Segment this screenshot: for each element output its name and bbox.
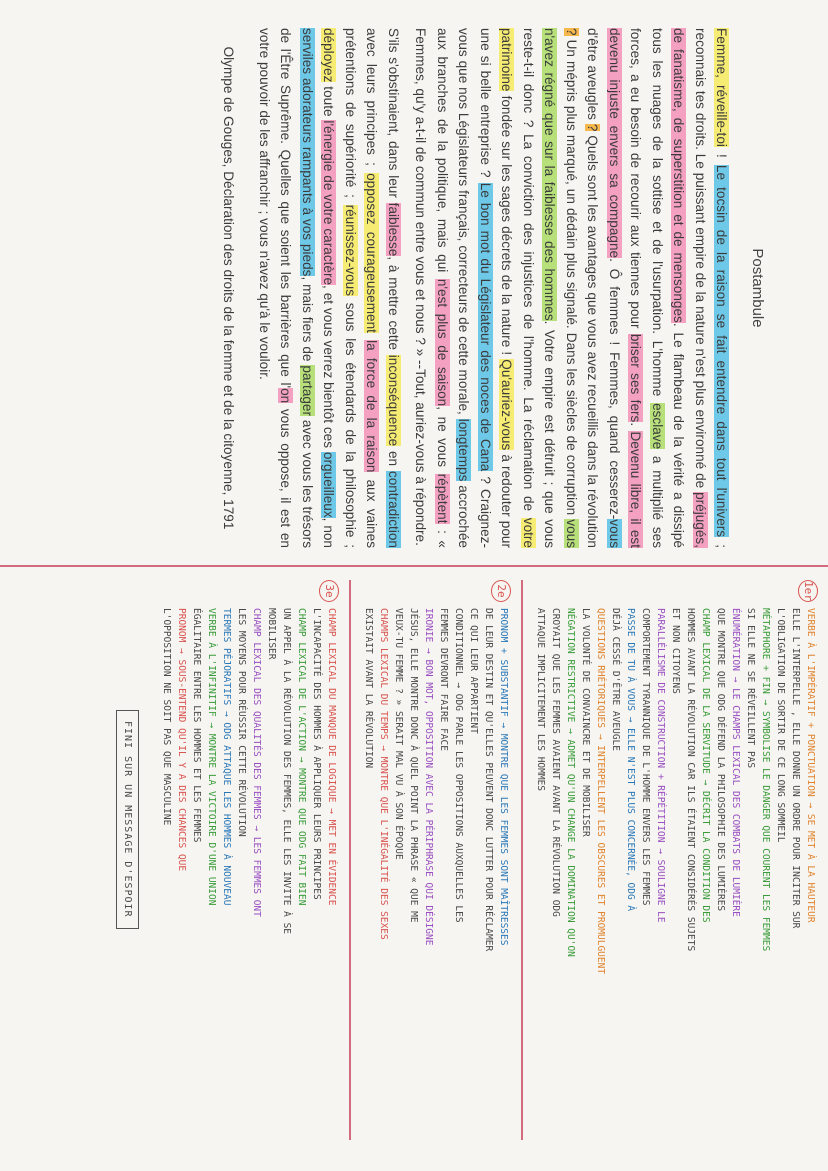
- margin-divider: [0, 565, 828, 567]
- highlighted-phrase: déployez: [321, 28, 337, 83]
- annotation-line: HOMMES AVANT LA RÉVOLUTION CAR ILS ÉTAIENT CONSIDÉRÉS SUJETS: [685, 608, 696, 952]
- annotation-line: PRONOM + SUBSTANTIF → MONTRE QUE LES FEMMES SONT MAÎTRESSES: [498, 608, 509, 946]
- text-paragraph: [410, 28, 733, 548]
- section-separator: [349, 580, 351, 1140]
- annotation-line: MÉTAPHORE + FIN → SYMBOLISE LE DANGER QUE COURENT LES FEMMES: [760, 608, 771, 952]
- text-run: d'être aveugles: [585, 28, 601, 124]
- annotation-line: VEUX-TU FEMME ? » SERAIT MAL VU À SON ÉPOQUE: [393, 608, 404, 860]
- text-run: . Le flambeau de la vérité a dissipé tous les nuages de la sottise et de l'usurpation. L'homme: [650, 28, 687, 548]
- annotation-line: NÉGATION RESTRICTIVE → ADMET QU'UN CHANGE LA DOMINATION QU'ON: [565, 608, 576, 957]
- text-paragraph: [254, 28, 405, 548]
- highlighted-phrase: répètent: [435, 473, 450, 524]
- annotation-line: CONDITIONNEL → ODG PARLE LES OPPOSITIONS AUXQUELLES LES: [453, 608, 464, 923]
- annotation-line: L'OPPOSITION NE SOIT PAS QUE MASCULINE: [161, 608, 172, 826]
- annotation-line: CHAMPS LEXICAL DU TEMPS → MONTRE QUE L'INÉGALITÉ DES SEXES: [378, 608, 389, 940]
- highlighted-phrase: votre patrimoine: [499, 28, 536, 548]
- highlighted-phrase: Devenu libre, il est devenu injuste envers sa compagne: [607, 28, 644, 549]
- text-run: ; reconnais tes droits. Le puissant empire de la nature n'est plus environné de: [693, 28, 730, 548]
- annotation-line: ATTAQUE IMPLICITEMENT LES HOMMES: [535, 608, 546, 792]
- text-run: , et vous verrez bientôt ces: [321, 285, 337, 452]
- text-run: : « Femmes, qu'y a-t-il de commun entre vous et nous ? » --Tout, auriez-vous à répondre.: [413, 28, 450, 548]
- annotation-line: CHAMP LEXICAL DES QUALITÉS DES FEMMES → LES FEMMES ONT: [251, 608, 262, 917]
- annotation-line: FEMMES DEVRONT FAIRE FACE: [438, 608, 449, 751]
- highlighted-phrase: vous: [607, 519, 622, 549]
- highlighted-phrase: opposez courageusement: [364, 173, 380, 333]
- highlighted-phrase: faiblesse: [386, 202, 401, 257]
- highlighted-phrase: vous n'avez régné que sur la faiblesse des hommes: [542, 28, 579, 548]
- text-run: .: [628, 422, 644, 432]
- annotation-line: VERBE À L'INFINITIF → MONTRE LA VICTOIRE D'UNE UNION: [206, 608, 217, 906]
- annotation-section: [533, 580, 818, 1155]
- text-run: , mais fiers de: [300, 276, 315, 366]
- highlighted-phrase: n'est plus de saison: [435, 278, 450, 407]
- text-run: avec vous les trésors de l'Être Suprême. Quelles que soient les barrières que l': [278, 28, 315, 549]
- text-run: , non: [321, 517, 337, 548]
- annotation-line: CROYAIT QUE LES FEMMES AVAIENT AVANT LA RÉVOLUTION ODG: [550, 608, 561, 917]
- text-run: fondée sur les sages décrets de la nature !: [499, 91, 515, 360]
- highlighted-phrase: la force de la raison: [364, 340, 380, 473]
- annotation-line: VERBE À L'IMPÉRATIF + PONCTUATION → SE MET À LA HAUTEUR: [805, 608, 816, 923]
- annotation-line: EXISTAIT AVANT LA RÉVOLUTION: [363, 608, 374, 769]
- annotation-line: IRONIE → BON MOT, OPPOSITION AVEC LA PÉRIPHRASE QUI DÉSIGNE: [423, 608, 434, 946]
- text-run: en: [386, 446, 401, 471]
- highlighted-phrase: orgueilleux: [321, 451, 337, 518]
- highlighted-phrase: Qu'auriez-vous: [499, 359, 515, 451]
- annotation-line: MOBILISER: [266, 608, 277, 660]
- annotation-line: SI ELLE NE SE RÉVEILLENT PAS: [745, 608, 756, 769]
- highlighted-phrase: Le tocsin de la raison se fait entendre dans tout l'univers: [714, 164, 730, 538]
- text-run: . Votre empire est détruit ; que vous reste-t-il donc ? La conviction des injustices de l'homme. La réclamation de: [521, 28, 558, 548]
- text-paragraph: [218, 28, 240, 548]
- highlighted-phrase: ?: [585, 123, 601, 132]
- text-run: Quels sont les avantages que vous avez recueillis dans la révolution: [585, 131, 601, 548]
- annotation-line: ÉNUMÉRATION → LE CHAMPS LEXICAL DES COMBATS DE LUMIÈRE: [730, 608, 741, 917]
- annotation-line: UN APPEL À LA RÉVOLUTION DES FEMMES, ELLE LES INVITE À SE: [281, 608, 292, 935]
- section-number: 1er: [798, 580, 818, 602]
- annotation-line: PARALLÉLISME DE CONSTRUCTION + RÉPÉTITION → SOULIGNE LE: [655, 608, 666, 923]
- annotation-section: [159, 580, 339, 1155]
- annotation-line: PASSE DE TU À VOUS → ELLE N'EST PLUS CONCERNÉE, ODG À: [625, 608, 636, 912]
- annotation-line: ELLE L'INTERPELLE , ELLE DONNE UN ORDRE POUR INCITER SUR: [790, 608, 801, 929]
- annotation-line: CHAMP LEXICAL DE L'ACTION → MONTRE QUE ODG FAIT BIEN: [296, 608, 307, 906]
- text-run: , ne vous: [435, 406, 450, 474]
- annotation-line: DE LEUR DESTIN ET QU'ELLES PEUVENT DONC LUTTER POUR RÉCLAMER: [483, 608, 494, 952]
- highlighted-phrase: Femme, réveille-toi: [714, 28, 730, 147]
- text-run: vous oppose, il est en votre pouvoir de les affranchir ; vous n'avez qu'à le vouloir.: [257, 28, 294, 548]
- annotation-line: ÉGALITAIRE ENTRE LES HOMMES ET LES FEMMES: [191, 608, 202, 843]
- text-run: toute: [321, 82, 337, 121]
- text-run: accrochée aux branches de la politique, mais qui: [435, 28, 472, 548]
- annotation-line: CHAMP LEXICAL DE LA SERVITUDE → DÉCRIT LA CONDITION DES: [700, 608, 711, 923]
- text-run: aux vaines prétentions de supériorité ;: [343, 28, 380, 549]
- highlighted-phrase: ?: [564, 28, 579, 36]
- section-number: 3e: [319, 580, 339, 602]
- highlighted-phrase: préjugés, de fanatisme, de superstition et de mensonges: [671, 28, 708, 548]
- conclusion-box: FINI SUR UN MESSAGE D'ESPOIR: [116, 710, 139, 929]
- highlighted-phrase: esclave: [650, 403, 665, 450]
- text-run: ? Craignez-vous que nos Législateurs français, correcteurs de cette morale,: [456, 28, 493, 548]
- annotation-sections: [159, 580, 818, 1155]
- text-title: Postambule: [749, 248, 766, 328]
- section-separator: [521, 580, 523, 1140]
- annotation-line: PRONOM → SOUS-ENTEND QU'IL Y A DES CHANCES QUE: [176, 608, 187, 872]
- highlighted-phrase: réunissez-vous: [343, 204, 358, 297]
- text-body: [218, 28, 733, 548]
- highlighted-phrase: inconséquence: [386, 354, 401, 447]
- highlighted-phrase: on: [278, 388, 294, 404]
- text-run: S'ils s'obstinaient, dans leur: [386, 28, 401, 203]
- annotation-line: ET NON CITOYENS: [670, 608, 681, 694]
- annotation-line: CHAMP LEXICAL DU MANQUE DE LOGIQUE → MET EN ÉVIDENCE: [326, 608, 337, 906]
- text-run: a multiplié ses forces, a eu besoin de recourir aux tiennes pour: [628, 28, 665, 549]
- highlighted-phrase: partager: [300, 365, 315, 417]
- highlighted-phrase: Le bon mot du Législateur des noces de Cana: [478, 182, 493, 472]
- highlighted-phrase: serviles adorateurs rampants à vos pieds: [300, 28, 315, 277]
- annotation-line: L'INCAPACITÉ DES HOMMES À APPLIQUER LEURS PRINCIPES: [311, 608, 322, 900]
- annotation-line: TERMES PÉJORATIFS → ODG ATTAQUE LES HOMMES À NOUVEAU: [221, 608, 232, 906]
- text-run: Un mépris plus marqué, un dédain plus signalé. Dans les siècles de corruption: [564, 35, 579, 520]
- annotation-line: L'OBLIGATION DE SORTIR DE CE LONG SOMMEIL: [775, 608, 786, 843]
- annotation-line: LA VOLONTÉ DE CONVAINCRE ET DE MOBILISER: [580, 608, 591, 837]
- text-run: sous les étendards de la philosophie ;: [343, 296, 358, 549]
- text-run: Olympe de Gouges, Déclaration des droits de la femme et de la citoyenne, 1791: [221, 46, 237, 530]
- highlighted-phrase: contradiction: [386, 470, 401, 548]
- annotation-section: [361, 580, 511, 1155]
- annotation-line: QUE MONTRE QUE ODG DÉFEND LA PHILOSOPHIE DES LUMIÈRES: [715, 608, 726, 912]
- annotations: [116, 580, 818, 1155]
- highlighted-phrase: l'énergie de votre caractère: [321, 120, 337, 286]
- annotation-line: DÉJÀ CESSÉ D'ÊTRE AVEUGLE: [610, 608, 621, 751]
- highlighted-phrase: briser ses fers: [628, 333, 644, 423]
- section-number: 2e: [491, 580, 511, 602]
- text-run: , à mettre cette: [386, 256, 401, 355]
- text-run: . Ô femmes ! Femmes, quand cesserez-: [607, 258, 622, 520]
- annotation-line: QUESTIONS RHÉTORIQUES → INTERPELLENT LES OBSCURES ET PROMULGUENT: [595, 608, 606, 975]
- text-run: !: [714, 146, 730, 165]
- annotation-line: CE QUI LEUR APPARTIENT: [468, 608, 479, 734]
- source-text: [212, 28, 768, 548]
- text-run: à redouter pour une si belle entreprise ?: [478, 28, 515, 549]
- annotation-line: JÉSUS, ELLE MONTRE DONC À QUEL POINT LA PHRASE « QUE ME: [408, 608, 419, 923]
- annotation-line: COMPORTEMENT TYRANNIQUE DE L'HOMME ENVERS LES FEMMES: [640, 608, 651, 906]
- highlighted-phrase: longtemps: [456, 418, 472, 482]
- text-run: avec leurs principes ;: [364, 28, 380, 174]
- annotation-line: LES MOYENS POUR RÉUSSIR CETTE RÉVOLUTION: [236, 608, 247, 837]
